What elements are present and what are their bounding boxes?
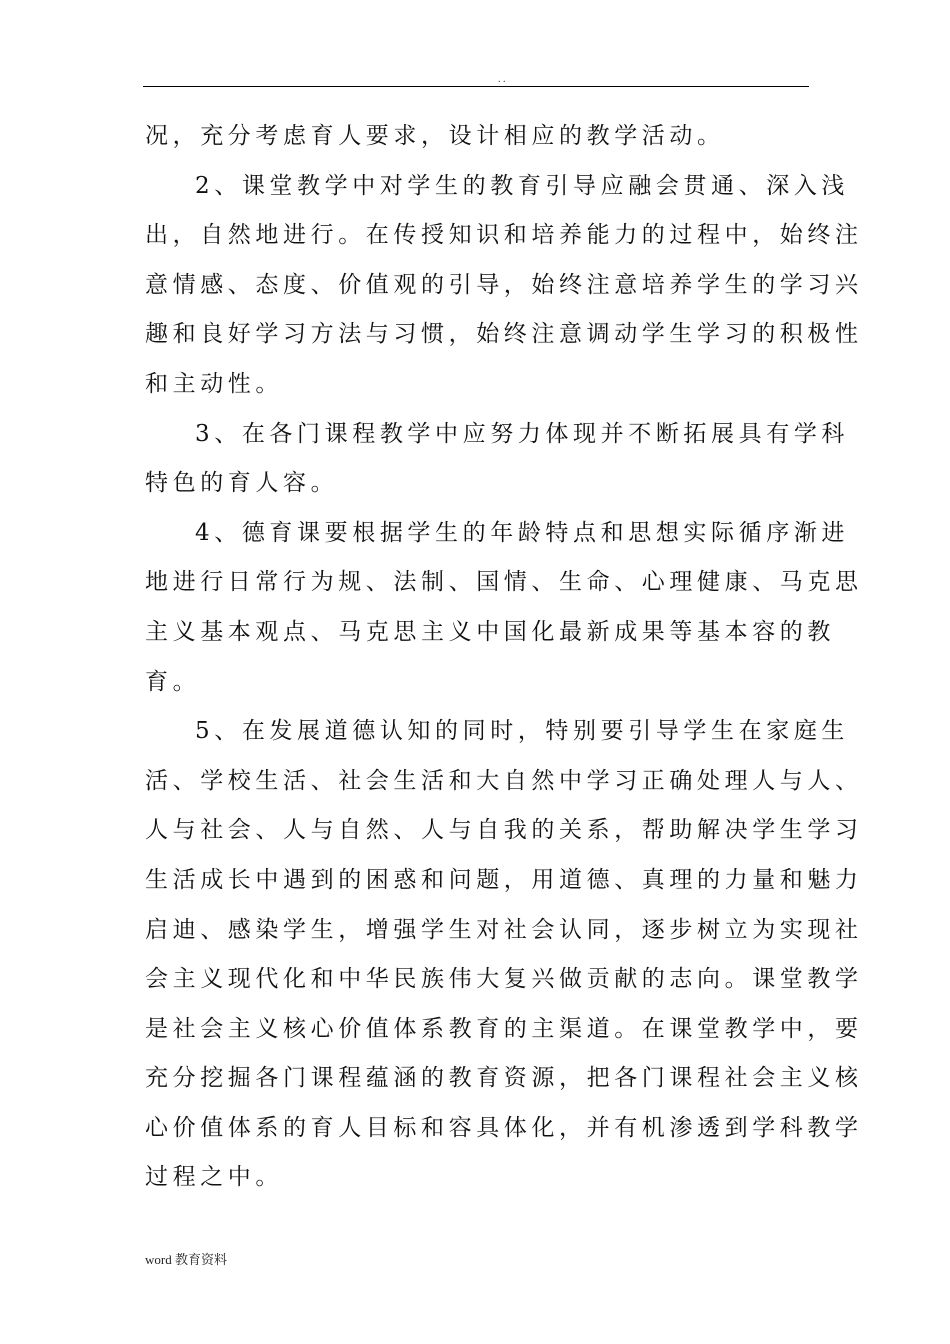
text-line: 主义基本观点、马克思主义中国化最新成果等基本容的教 [145, 618, 835, 645]
page-footer: word 教育资料 [145, 1252, 227, 1267]
text-line: 3、在各门课程教学中应努力体现并不断拓展具有学科 [195, 420, 850, 447]
text-line: 人与社会、人与自然、人与自我的关系，帮助解决学生学习 [145, 817, 863, 844]
text-line: 地进行日常行为规、法制、国情、生命、心理健康、马克思 [145, 569, 863, 596]
text-line: 出，自然地进行。在传授知识和培养能力的过程中，始终注 [145, 222, 863, 249]
text-line: 是社会主义核心价值体系教育的主渠道。在课堂教学中，要 [145, 1015, 863, 1042]
text-line: 育。 [145, 668, 201, 695]
text-line: 会主义现代化和中华民族伟大复兴做贡献的志向。课堂教学 [145, 966, 863, 993]
text-line: 意情感、态度、价值观的引导，始终注意培养学生的学习兴 [145, 271, 863, 298]
text-line: 2、课堂教学中对学生的教育引导应融会贯通、深入浅 [195, 172, 850, 199]
header-rule [143, 86, 809, 87]
text-line: 特色的育人容。 [145, 470, 339, 497]
text-line: 充分挖掘各门课程蕴涵的教育资源，把各门课程社会主义核 [145, 1065, 863, 1092]
page-header-mark: . . [498, 74, 506, 85]
text-line: 过程之中。 [145, 1164, 283, 1191]
text-line: 启迪、感染学生，增强学生对社会认同，逐步树立为实现社 [145, 916, 863, 943]
document-body [145, 112, 863, 1203]
text-line: 生活成长中遇到的困惑和问题，用道德、真理的力量和魅力 [145, 866, 863, 893]
text-line: 4、德育课要根据学生的年龄特点和思想实际循序渐进 [195, 519, 850, 546]
text-line: 趣和良好学习方法与习惯，始终注意调动学生学习的积极性 [145, 321, 863, 348]
text-line: 活、学校生活、社会生活和大自然中学习正确处理人与人、 [145, 767, 863, 794]
text-line: 心价值体系的育人目标和容具体化，并有机渗透到学科教学 [145, 1114, 863, 1141]
text-line: 5、在发展道德认知的同时，特别要引导学生在家庭生 [195, 718, 850, 745]
text-line: 和主动性。 [145, 370, 283, 397]
text-line: 况，充分考虑育人要求，设计相应的教学活动。 [145, 123, 725, 149]
